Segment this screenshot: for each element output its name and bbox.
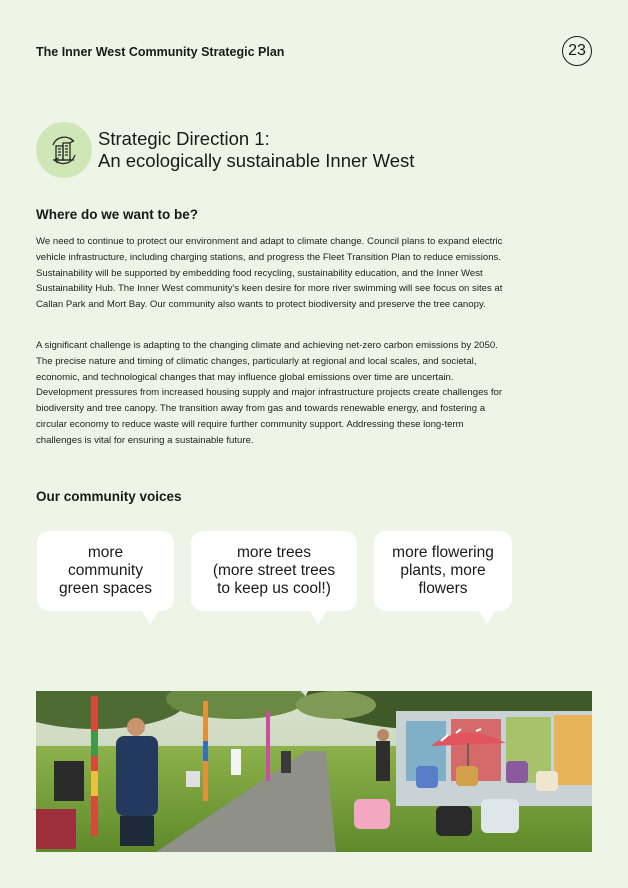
direction-title-line2: An ecologically sustainable Inner West xyxy=(98,150,415,171)
document-header-title: The Inner West Community Strategic Plan xyxy=(36,45,285,59)
paragraph-1: We need to continue to protect our environment and adapt to climate change. Council plans to expand electric vehicle infrastructure, including charging stations, and progress the Fleet Transition Plan to reduce emissions. Sustainability will be supported by embedding food recycling, sustainability education, and the Inner West Sustainability Hub. The Inner West community's keen desire for more river swimming will see focus on sites at Callan Park and Mort Bay. Our community also wants to protect biodiversity and preserve the tree canopy. xyxy=(36,236,503,311)
strategic-direction-title xyxy=(98,128,414,172)
page-number: 23 xyxy=(568,42,586,59)
bubble-tail-1 xyxy=(141,610,159,624)
paragraph-2: A significant challenge is adapting to the changing climate and achieving net-zero carbon emissions by 2050. The precise nature and timing of climatic changes, particularly at regional and local scales, and societal, economic, and technological changes that may influence global emissions over time are uncertain. Development pressures from increased housing supply and major infrastructure projects create challenges for biodiversity and tree canopy. The transition away from gas and towards renewable energy, and fostering a circular economy to reduce waste will require further community support. Addressing these long-term challenges is vital for ensuring a sustainable future. xyxy=(36,340,503,446)
direction-title-line1: Strategic Direction 1: xyxy=(98,128,270,149)
page-number-badge xyxy=(562,36,592,66)
bubble-tail-2 xyxy=(309,610,327,624)
city-recycle-icon xyxy=(36,122,92,178)
bubble-tail-3 xyxy=(478,610,496,624)
section-heading-voices: Our community voices xyxy=(36,489,182,504)
voice-bubble-3: more flowering plants, more flowers xyxy=(374,531,512,611)
voice-bubble-2: more trees (more street trees to keep us cool!) xyxy=(191,531,357,611)
park-community-photo xyxy=(36,691,592,852)
voice-bubble-1: more community green spaces xyxy=(37,531,174,611)
section-heading-where: Where do we want to be? xyxy=(36,207,199,222)
